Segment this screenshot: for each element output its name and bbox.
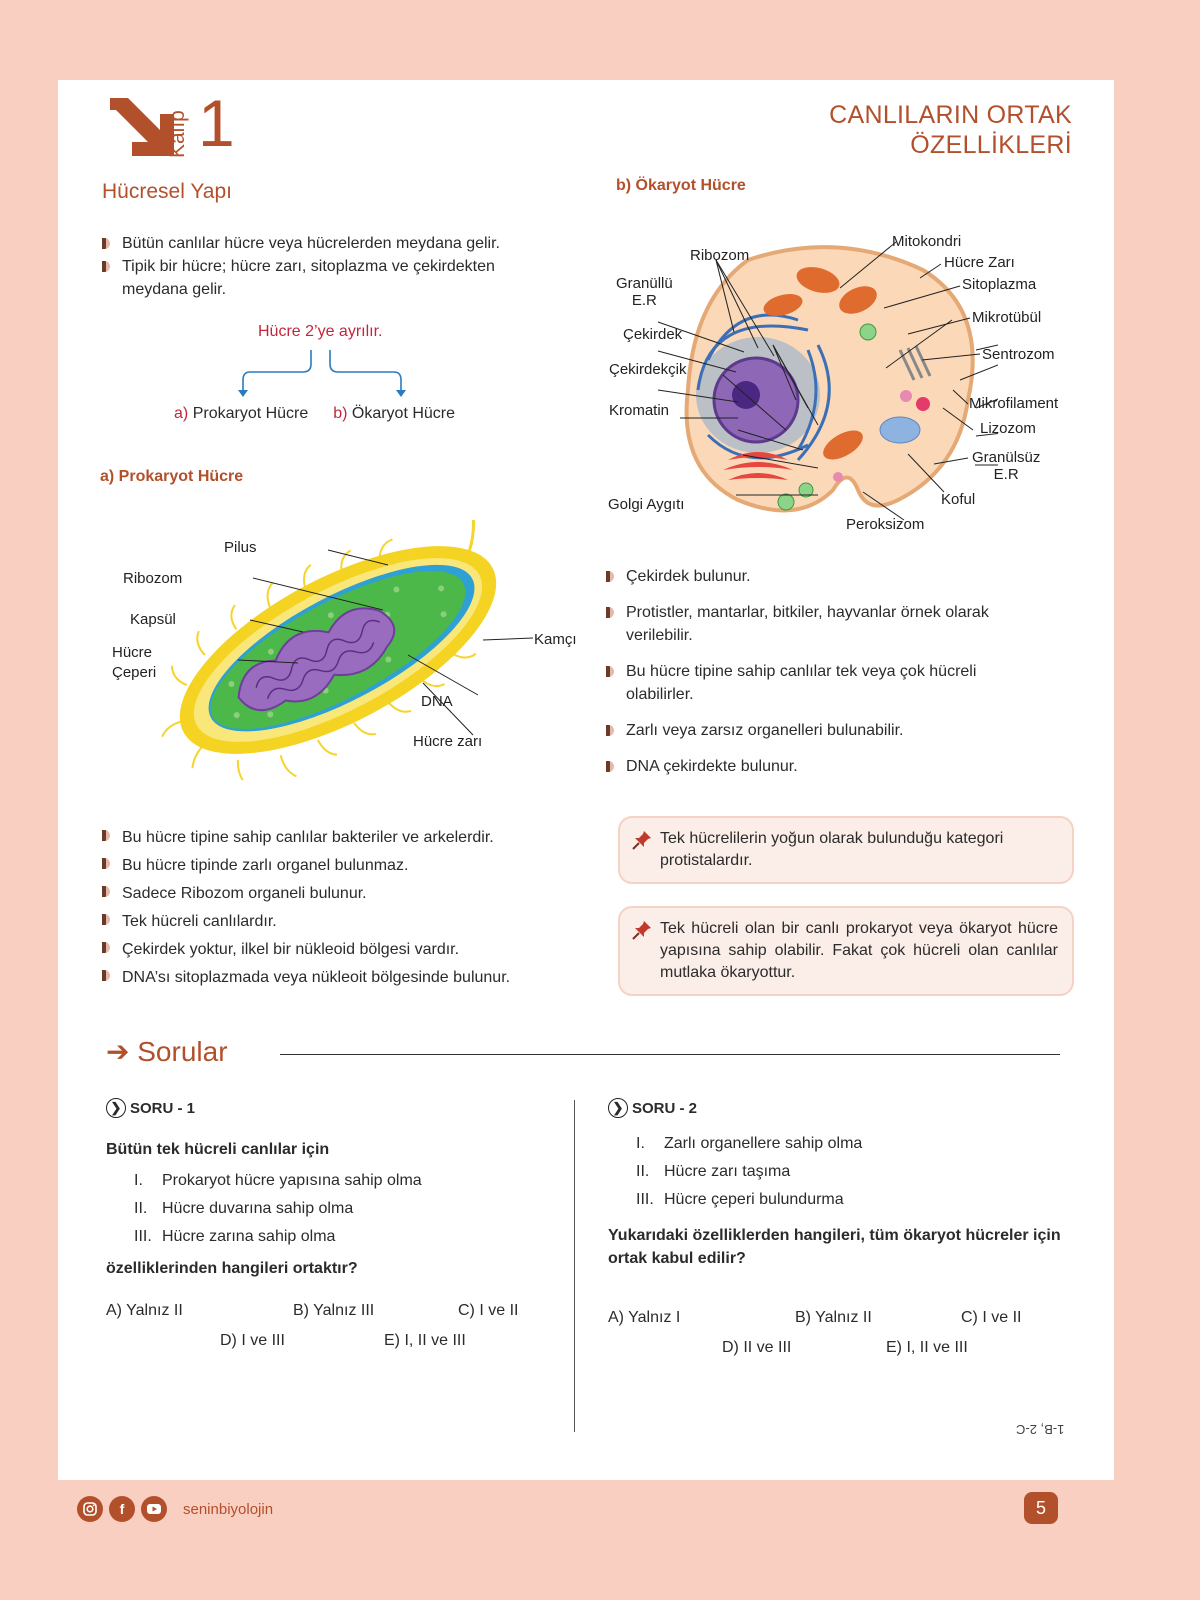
question-1 [106, 1098, 546, 1280]
label-sentrozom: Sentrozom [982, 346, 1055, 363]
divider [280, 1054, 1060, 1055]
instagram-icon[interactable] [77, 1496, 103, 1522]
label-hucre-ceperi: Hücre Çeperi [112, 644, 157, 681]
list-item: DNA çekirdekte bulunur. [604, 755, 1044, 778]
question-1-items: I. Prokaryot hücre yapısına sahip olma II. Hücre duvarına sahip olma III. Hücre zarına sahip olma [134, 1172, 422, 1245]
option-a[interactable]: A) Yalnız II [106, 1302, 183, 1319]
list-item: Protistler, mantarlar, bitkiler, hayvanlar örnek olarak verilebilir. [604, 601, 1044, 647]
page-number: 5 [1024, 1492, 1058, 1524]
info-note: Tek hücrelilerin yoğun olarak bulunduğu kategori protistalardır. [618, 816, 1074, 884]
list-item: Çekirdek yoktur, ilkel bir nükleoid bölgesi vardır. [100, 936, 580, 964]
split-arrows [236, 350, 416, 400]
option-b[interactable]: B) Yalnız II [795, 1309, 872, 1326]
prokaryot-cell-illustration [138, 520, 558, 780]
pushpin-icon [632, 830, 652, 850]
okaryot-heading: b) Ökaryot Hücre [616, 177, 746, 194]
split-options: a) Prokaryot Hücre b) Ökaryot Hücre [174, 405, 456, 422]
option-c[interactable]: C) I ve II [961, 1309, 1022, 1326]
list-item: Bu hücre tipinde zarlı organel bulunmaz. [100, 852, 580, 880]
answer-key: 1-B, 2-C [1016, 1422, 1065, 1437]
question-1-question: özelliklerinden hangileri ortaktır? [106, 1260, 358, 1277]
chevron-right-icon: ❯ [608, 1098, 628, 1118]
label-dna: DNA [421, 693, 453, 710]
label-cekirdek: Çekirdek [623, 326, 683, 343]
label-mikrofilament: Mikrofilament [969, 395, 1059, 412]
label-sitoplazma: Sitoplazma [962, 276, 1037, 293]
questions-title: ➔ Sorular [106, 1035, 228, 1068]
question-1-label: ❯ SORU - 1 [106, 1098, 546, 1118]
kalip-word: Kalıp [166, 110, 189, 158]
list-item: Sadece Ribozom organeli bulunur. [100, 880, 580, 908]
column-divider [574, 1100, 575, 1432]
option-c[interactable]: C) I ve II [458, 1302, 519, 1319]
label-cekirdekcik: Çekirdekçik [609, 361, 687, 378]
pushpin-icon [632, 920, 652, 940]
worksheet-page [58, 80, 1114, 1480]
question-2-question: Yukarıdaki özelliklerden hangileri, tüm ökaryot hücreler için ortak kabul edilir? [608, 1227, 1061, 1267]
question-2-items: I. Zarlı organellere sahip olma II. Hücre zarı taşıma III. Hücre çeperi bulundurma [636, 1135, 863, 1208]
unit-title: CANLILARIN ORTAK ÖZELLİKLERİ [829, 101, 1072, 159]
label-kamci: Kamçı [534, 631, 577, 648]
label-pilus: Pilus [224, 539, 257, 556]
option-d[interactable]: D) I ve III [220, 1332, 285, 1349]
question-2-label: ❯ SORU - 2 [608, 1098, 1068, 1118]
facebook-icon[interactable]: f [109, 1496, 135, 1522]
list-item: Tipik bir hücre; hücre zarı, sitoplazma ve çekirdekten meydana gelir. [100, 255, 540, 301]
arrow-right-icon: ➔ [106, 1036, 130, 1067]
label-hucre-zari-ok: Hücre Zarı [944, 254, 1015, 271]
social-handle[interactable]: seninbiyolojin [183, 1500, 274, 1518]
kalip-arrow-icon [110, 98, 174, 162]
list-item: Tek hücreli canlılardır. [100, 908, 580, 936]
info-note: Tek hücreli olan bir canlı prokaryot veya ökaryot hücre yapısına sahip olabilir. Fakat çok hücreli olan canlılar mutlaka ökaryottur. [618, 906, 1074, 996]
list-item: Bu hücre tipine sahip canlılar tek veya çok hücreli olabilirler. [604, 660, 1044, 706]
label-kromatin: Kromatin [609, 402, 670, 419]
label-mitokondri: Mitokondri [892, 233, 962, 250]
label-mikrotubul: Mikrotübül [972, 309, 1042, 326]
label-granullu-er: Granüllü E.R [616, 275, 673, 309]
kalip-number: 1 [198, 86, 235, 160]
question-1-stem: Bütün tek hücreli canlılar için [106, 1141, 330, 1158]
label-granulsuz-er: Granülsüz E.R [972, 449, 1041, 483]
prokaryot-bullets [100, 824, 580, 992]
label-peroksizom: Peroksizom [846, 516, 925, 533]
list-item: Bütün canlılar hücre veya hücrelerden meydana gelir. [100, 232, 540, 255]
option-b[interactable]: B) Yalnız III [293, 1302, 375, 1319]
prokaryot-heading: a) Prokaryot Hücre [100, 468, 244, 485]
footer-social [77, 1496, 273, 1522]
question-2 [608, 1098, 1068, 1270]
split-title: Hücre 2’ye ayrılır. [258, 323, 383, 340]
option-e[interactable]: E) I, II ve III [886, 1339, 968, 1356]
label-hucre-zari: Hücre zarı [413, 733, 483, 750]
label-ribozom: Ribozom [123, 570, 183, 587]
section-title: Hücresel Yapı [102, 180, 232, 203]
option-a[interactable]: A) Yalnız I [608, 1309, 681, 1326]
list-item: DNA’sı sitoplazmada veya nükleoit bölgesinde bulunur. [100, 964, 580, 992]
label-ribozom-ok: Ribozom [690, 247, 750, 264]
okaryot-bullets [604, 565, 1044, 778]
option-d[interactable]: D) II ve III [722, 1339, 792, 1356]
youtube-icon[interactable] [141, 1496, 167, 1522]
label-koful: Koful [941, 491, 976, 508]
option-e[interactable]: E) I, II ve III [384, 1332, 466, 1349]
list-item: Çekirdek bulunur. [604, 565, 1044, 588]
label-lizozom: Lizozom [980, 420, 1036, 437]
intro-bullets [100, 232, 540, 301]
label-kapsul: Kapsül [130, 611, 176, 628]
chevron-right-icon: ❯ [106, 1098, 126, 1118]
list-item: Zarlı veya zarsız organelleri bulunabilir. [604, 719, 1044, 742]
label-golgi: Golgi Aygıtı [608, 496, 685, 513]
list-item: Bu hücre tipine sahip canlılar bakteriler ve arkelerdir. [100, 824, 580, 852]
